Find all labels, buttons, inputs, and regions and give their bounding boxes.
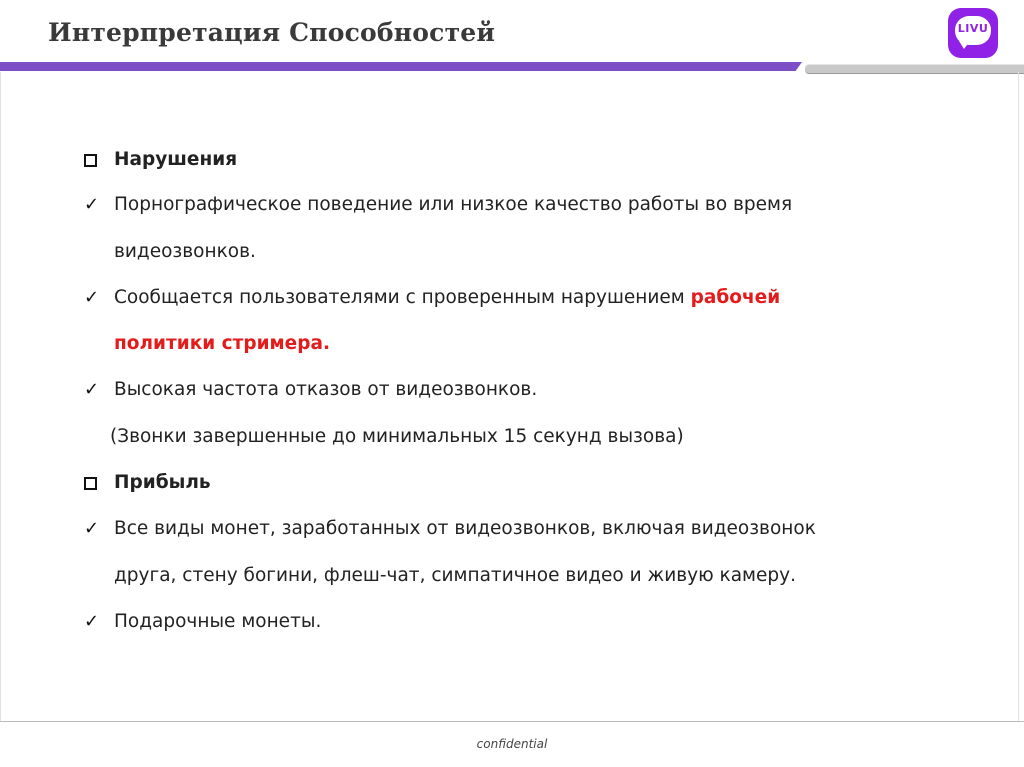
chat-bubble-tail	[959, 41, 970, 49]
list-item-prefix: Сообщается пользователями с проверенным нарушением	[114, 287, 691, 308]
frame-right-border	[1018, 72, 1019, 722]
livu-logo	[943, 4, 1003, 62]
highlight-text-continued: политики стримера.	[114, 333, 330, 354]
section-heading-revenue: Прибыль	[114, 472, 211, 493]
footer-label: confidential	[476, 737, 548, 751]
frame-left-border	[0, 72, 1, 722]
checkmark-icon: ✓	[84, 379, 100, 400]
list-item-note: (Звонки завершенные до минимальных 15 секунд вызова)	[110, 426, 684, 447]
checkmark-icon: ✓	[84, 611, 100, 632]
square-bullet-icon	[84, 154, 97, 167]
list-item-text-continued: друга, стену богини, флеш-чат, симпатичное видео и живую камеру.	[114, 565, 796, 586]
header-gray-bar	[805, 64, 1024, 74]
square-bullet-icon	[84, 477, 97, 490]
checkmark-icon: ✓	[84, 518, 100, 539]
checkmark-icon: ✓	[84, 194, 100, 215]
footer-divider	[0, 721, 1024, 722]
list-item-text: Все виды монет, заработанных от видеозвонков, включая видеозвонок	[114, 518, 816, 539]
header-accent-bar	[0, 62, 802, 71]
logo-background	[948, 8, 998, 58]
checkmark-icon: ✓	[84, 287, 100, 308]
slide-title: Интерпретация Способностей	[48, 18, 496, 47]
list-item-text: Порнографическое поведение или низкое качество работы во время	[114, 194, 793, 215]
list-item-text	[114, 286, 780, 310]
logo-text: LIVU	[957, 22, 989, 35]
section-heading-violations: Нарушения	[114, 149, 238, 170]
list-item-text: Подарочные монеты.	[114, 611, 322, 632]
list-item-text: Высокая частота отказов от видеозвонков.	[114, 379, 538, 400]
highlight-text: рабочей	[690, 287, 781, 308]
list-item-text-continued: видеозвонков.	[114, 241, 256, 262]
